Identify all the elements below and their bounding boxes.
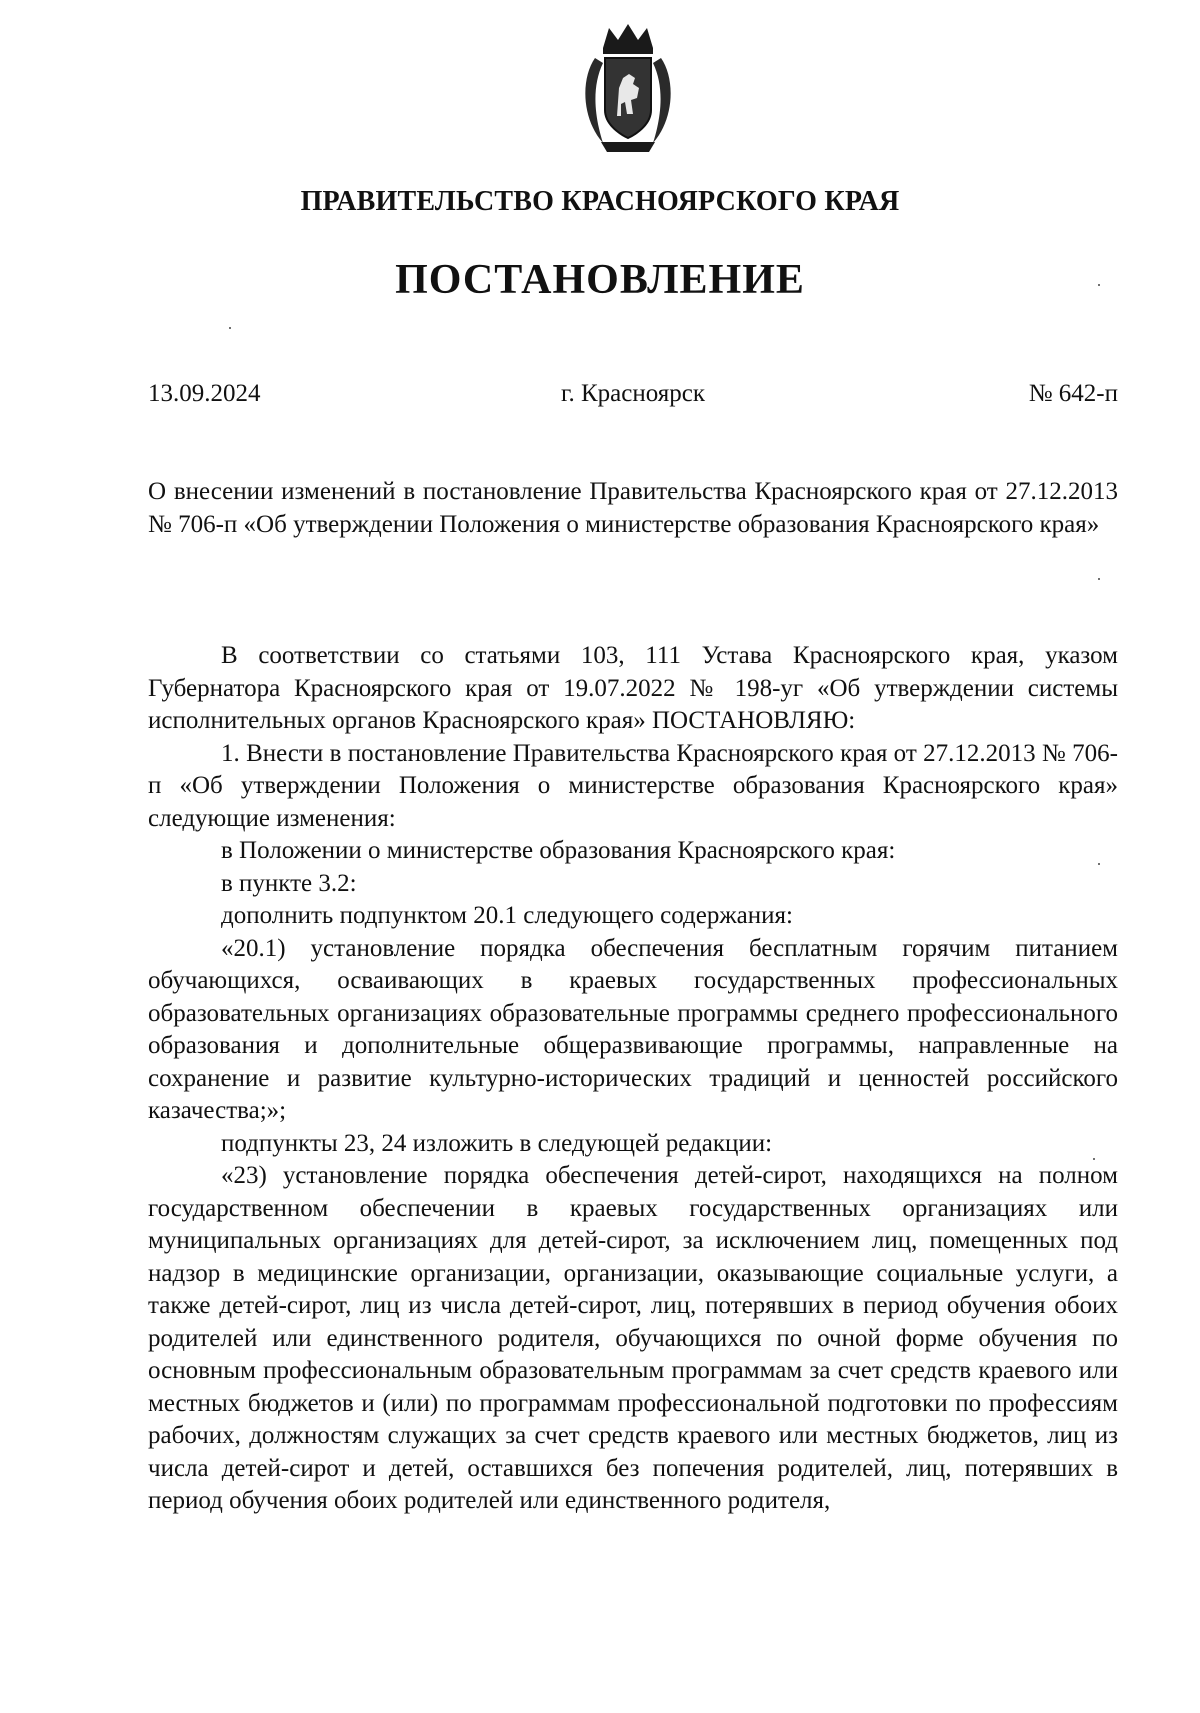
- body-preamble: В соответствии со статьями 103, 111 Устава Красноярского края, указом Губернатора Красноярского края от 19.07.2022 № 198-уг «Об утверждении системы исполнительных органов Красноярского края» ПОСТАНОВЛЯЮ:: [148, 642, 1118, 734]
- coat-of-arms-icon: [573, 18, 683, 158]
- document-date: 13.09.2024: [148, 380, 261, 407]
- document-body: [148, 640, 1118, 1518]
- body-in-regulation: в Положении о министерстве образования Красноярского края:: [221, 837, 896, 864]
- scan-speck: [1098, 284, 1100, 286]
- body-add-subclause: дополнить подпунктом 20.1 следующего содержания:: [221, 902, 793, 929]
- scan-speck: [1098, 578, 1100, 580]
- document-city: г. Красноярск: [561, 380, 705, 407]
- body-subclause-20-1: «20.1) установление порядка обеспечения бесплатным горячим питанием обучающихся, осваивающих в краевых государственных профессиональных образовательных организациях образовательные программы среднего профессионального образования и дополнительные общеразвивающие программы, направленные на сохранение и развитие культурно-исторических традиций и ценностей российского казачества;»;: [148, 934, 1118, 1124]
- body-item-1: 1. Внести в постановление Правительства Красноярского края от 27.12.2013 № 706-п «Об утверждении Положения о министерстве образования Красноярского края» следующие изменения:: [148, 739, 1118, 832]
- document-subject: О внесении изменений в постановление Правительства Красноярского края от 27.12.2013 № 706-п «Об утверждении Положения о министерстве образования Красноярского края»: [148, 478, 1118, 538]
- body-subclause-23: «23) установление порядка обеспечения детей-сирот, находящихся на полном государственном обеспечении в краевых государственных организациях или муниципальных организациях для детей-сирот, за исключением лиц, помещенных под надзор в медицинские организации, организации, оказывающие социальные услуги, а также детей-сирот, лиц из числа детей-сирот, лиц, потерявших в период обучения обоих родителей или единственного родителя, обучающихся по очной форме обучения по основным профессиональным образовательным программам за счет средств краевого или местных бюджетов и (или) по программам профессиональной подготовки по профессиям рабочих, должностям служащих за счет средств краевого или местных бюджетов, лиц из числа детей-сирот и детей, оставшихся без попечения родителей, лиц, потерявших в период обучения обоих родителей или единственного родителя,: [148, 1162, 1118, 1514]
- scan-speck: [229, 327, 231, 329]
- body-in-clause: в пункте 3.2:: [221, 869, 357, 897]
- document-number: № 642-п: [1028, 380, 1118, 407]
- scan-speck: [1098, 863, 1100, 865]
- scan-speck: [1093, 1158, 1095, 1160]
- document-type-title: ПОСТАНОВЛЕНИЕ: [395, 257, 805, 303]
- body-subclauses-23-24: подпункты 23, 24 изложить в следующей редакции:: [221, 1129, 773, 1157]
- document-meta-row: [148, 380, 1118, 414]
- organization-title: ПРАВИТЕЛЬСТВО КРАСНОЯРСКОГО КРАЯ: [300, 186, 900, 217]
